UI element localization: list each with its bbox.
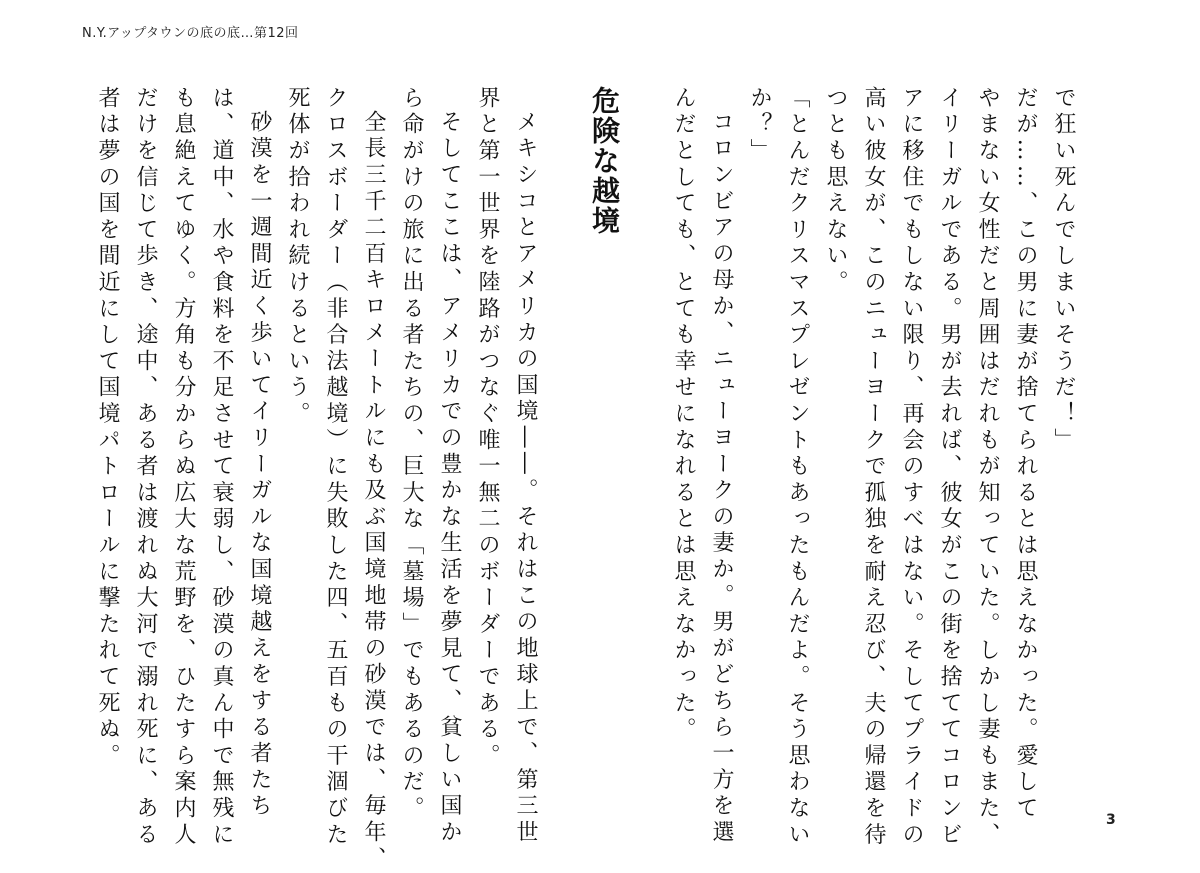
text-column: ら命がけの旅に出る者たちの、巨大な「墓場」でもあるのだ。 xyxy=(399,86,424,823)
text-column: だが……、この男に妻が捨てられるとは思えなかった。愛して xyxy=(1013,86,1038,823)
text-column: 者は夢の国を間近にして国境パトロールに撃たれて死ぬ。 xyxy=(95,86,120,770)
text-column: イリーガルである。男が去れば、彼女がこの街を捨ててコロンビ xyxy=(937,86,962,849)
text-column: 全長三千二百キロメートルにも及ぶ国境地帯の砂漠では、毎年、 xyxy=(361,110,386,873)
text-column: 高い彼女が、このニューヨークで孤独を耐え忍び、夫の帰還を待 xyxy=(861,86,886,849)
text-column: 界と第一世界を陸路がつなぐ唯一無二のボーダーである。 xyxy=(475,86,500,770)
running-header: N.Y.アップタウンの底の底…第12回 xyxy=(82,26,299,41)
text-column: 砂漠を一週間近く歩いてイリーガルな国境越えをする者たち xyxy=(247,110,272,821)
text-column: は、道中、水や食料を不足させて衰弱し、砂漠の真ん中で無残に xyxy=(209,86,234,849)
text-column: メキシコとアメリカの国境――。それはこの地球上で、第三世 xyxy=(513,110,538,847)
page-number: 3 xyxy=(1106,812,1116,828)
text-column: 「とんだクリスマスプレゼントもあったもんだよ。そう思わない xyxy=(785,86,810,849)
text-column: コロンビアの母か、ニューヨークの妻か。男がどちら一方を選 xyxy=(709,110,734,847)
text-column: クロスボーダー（非合法越境）に失敗した四、五百もの干涸びた xyxy=(323,86,348,849)
text-column: か？」 xyxy=(747,86,772,165)
text-column: んだとしても、とても幸せになれるとは思えなかった。 xyxy=(671,86,696,744)
text-column: そしてここは、アメリカでの豊かな生活を夢見て、貧しい国か xyxy=(437,110,462,847)
section-heading: 危険な越境 xyxy=(588,86,621,236)
text-column: つとも思えない。 xyxy=(823,86,848,297)
text-column: で狂い死んでしまいそうだ！」 xyxy=(1051,86,1076,455)
text-column: も息絶えてゆく。方角も分からぬ広大な荒野を、ひたすら案内人 xyxy=(171,86,196,849)
text-column: だけを信じて歩き、途中、ある者は渡れぬ大河で溺れ死に、ある xyxy=(133,86,158,849)
text-column: アに移住でもしない限り、再会のすべはない。そしてプライドの xyxy=(899,86,924,849)
text-column: 死体が拾われ続けるという。 xyxy=(285,86,310,428)
text-column: やまない女性だと周囲はだれもが知っていた。しかし妻もまた、 xyxy=(975,86,1000,849)
